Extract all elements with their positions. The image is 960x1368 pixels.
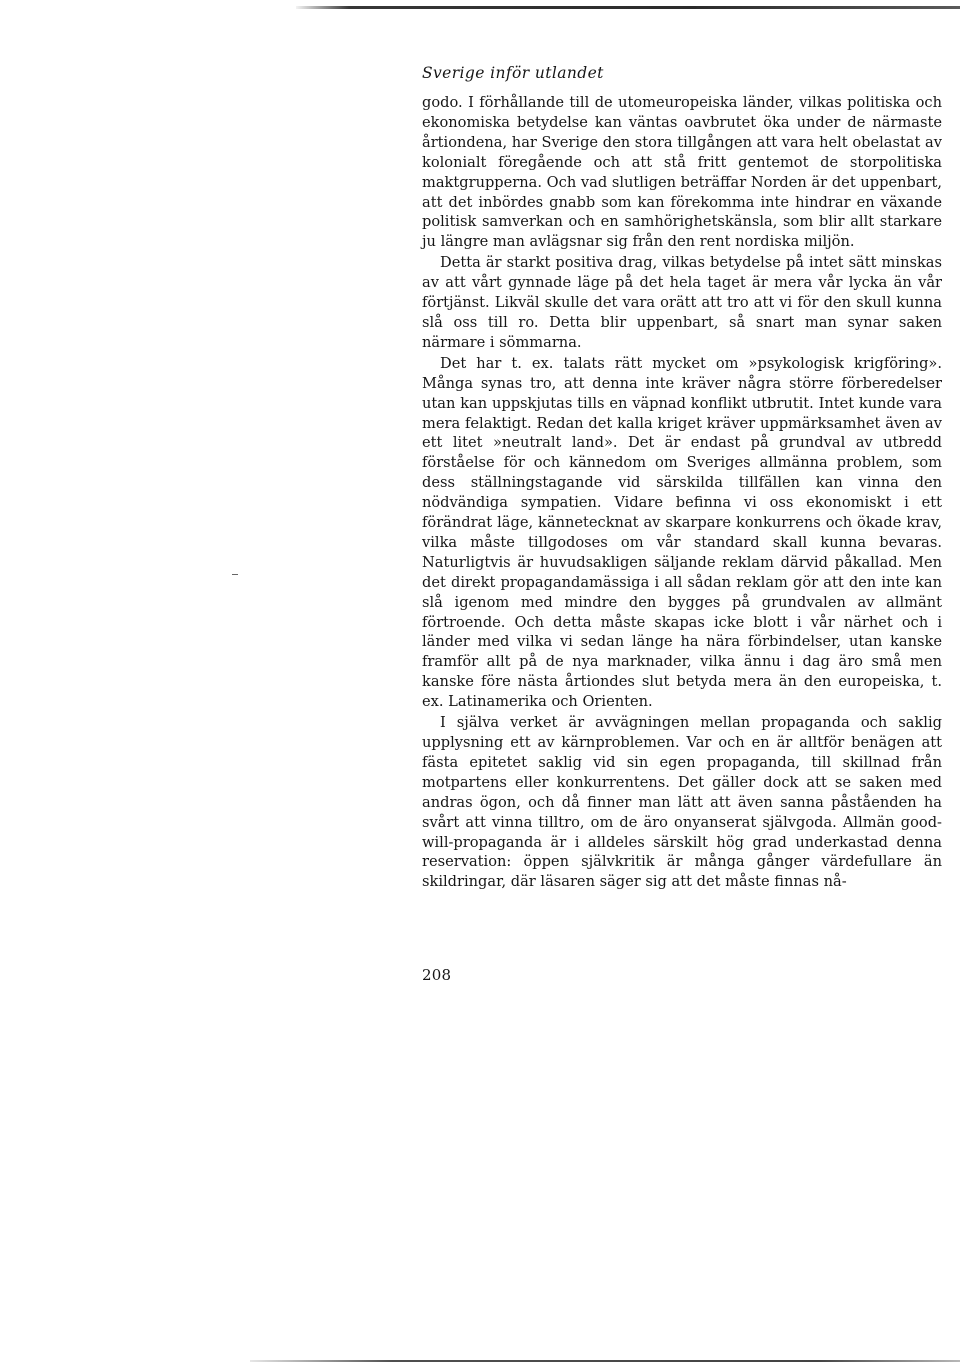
scan-edge-top <box>296 6 960 9</box>
paragraph: Det har t. ex. talats rätt mycket om »psykologisk krigföring». Många synas tro, att denna inte kräver några större förberedelser utan kan uppskjutas tills en väpnad konflikt utbrutit. Intet kunde vara mera felaktigt. Redan det kalla kriget kräver uppmärksamhet även av ett litet »neutralt land». Det är endast på grundval av utbredd förståelse för och kännedom om Sveriges allmänna problem, som dess ställningstagande vid särskilda tillfällen kan vinna den nödvändiga sympatien. Vidare befinna vi oss ekonomiskt i ett förändrat läge, kännetecknat av skarpare konkurrens och ökade krav, vilka måste tillgodoses om vår standard skall kunna bevaras. Naturligtvis är huvudsakligen säljande reklam därvid påkallad. Men det direkt propagandamässiga i all sådan reklam gör att den inte kan slå igenom med mindre den bygges på grundvalen av allmänt förtroende. Och detta måste skapas icke blott i vår närhet och i länder med vilka vi sedan länge ha nära förbindelser, utan kanske framför allt på de nya marknader, vilka ännu i dag äro små men kanske före nästa årtiondes slut betyda mera än den europeiska, t. ex. Latinamerika och Orienten. <box>422 354 942 711</box>
paragraph: godo. I förhållande till de utomeuropeiska länder, vilkas politiska och ekonomiska betydelse kan väntas oavbrutet öka under de närmaste årtiondena, har Sverige den stora tillgången att vara helt obelastat av kolonialt föregående och att stå fritt gentemot de storpolitiska maktgrupperna. Och vad slutligen beträffar Norden är det uppenbart, att det inbördes gnabb som kan förekomma inte hindrar en växande politisk samverkan och en samhörighetskänsla, som blir allt starkare ju längre man avlägsnar sig från den rent nordiska miljön. <box>422 94 942 251</box>
page-number: 208 <box>422 966 452 984</box>
scan-edge-bottom <box>250 1360 960 1362</box>
running-head: Sverige inför utlandet <box>422 64 604 82</box>
paragraph: I själva verket är avvägningen mellan propaganda och saklig upplysning ett av kärnproblemen. Var och en är alltför benägen att fästa epitetet saklig vid sin egen propaganda, till skillnad från motpartens eller konkurrentens. Det gäller dock att se saken med andras ögon, och då finner man lätt att även sanna påståenden ha svårt att vinna tilltro, om de äro onyanserat självgoda. Allmän good-will-propaganda är i alldeles särskilt hög grad underkastad denna reservation: öppen självkritik är många gånger värdefullare än skildringar, där läsaren säger sig att det måste finnas nå- <box>422 714 942 891</box>
paragraph: Detta är starkt positiva drag, vilkas betydelse på intet sätt minskas av att vårt gynnade läge på det hela taget är mera vår lycka än vår förtjänst. Likväl skulle det vara orätt att tro att vi för den skull kunna slå oss till ro. Detta blir uppenbart, så snart man synar saken närmare i sömmarna. <box>422 254 942 351</box>
scan-speck <box>232 574 238 575</box>
page-body <box>422 93 942 893</box>
